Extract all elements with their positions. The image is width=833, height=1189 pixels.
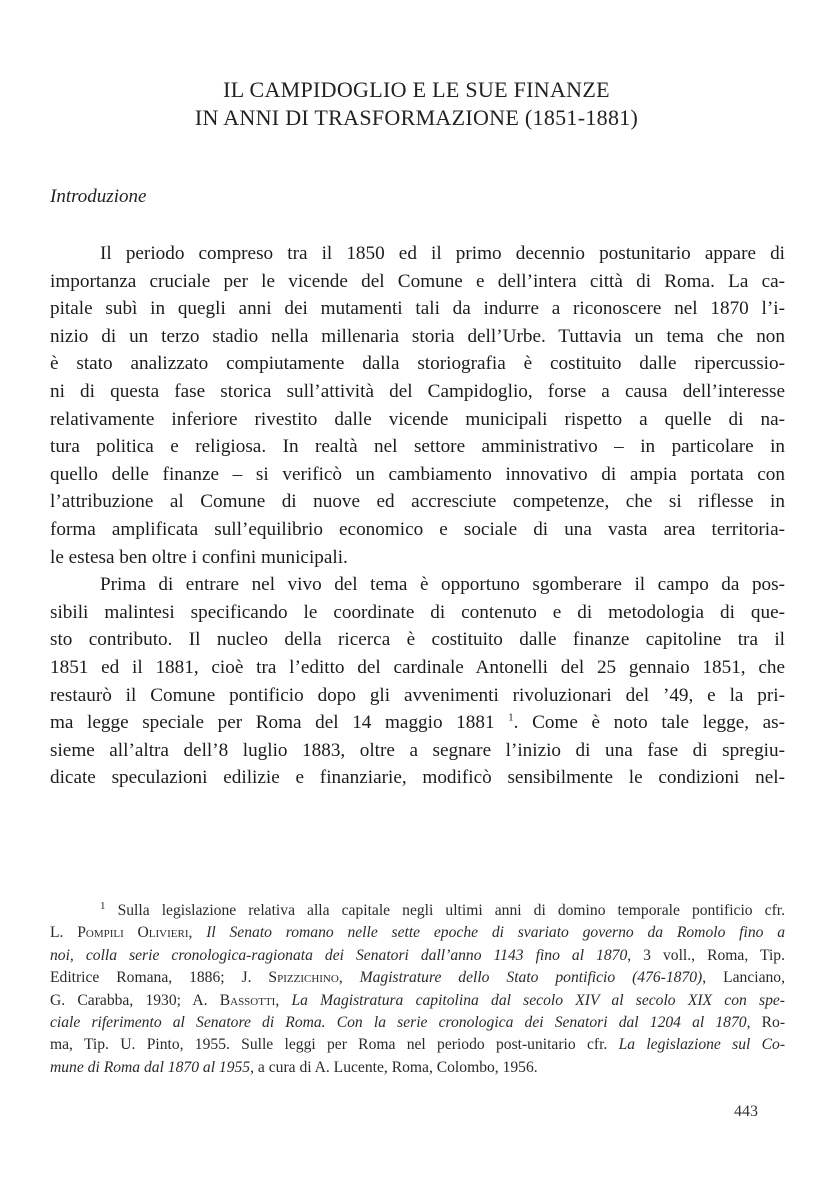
paragraph-line: pitale subì in quegli anni dei mutamenti tali da indurre a riconoscere nel 1870 l’i-: [50, 298, 785, 320]
paragraph-line: importanza cruciale per le vicende del Comune e dell’intera città di Roma. La ca-: [50, 270, 785, 292]
title-line-1: IL CAMPIDOGLIO E LE SUE FINANZE: [223, 77, 610, 102]
paragraph-line: le estesa ben oltre i confini municipali.: [50, 546, 348, 568]
author-name: Pompili Olivieri: [77, 924, 189, 942]
paragraph-line: forma amplificata sull’equilibrio economico e sociale di una vasta area territoria-: [50, 518, 785, 540]
section-heading: Introduzione: [50, 186, 147, 207]
footnote-line: Editrice Romana, 1886; J. Spizzichino, Magistrature dello Stato pontificio (476-1870), Lanciano,: [50, 969, 785, 987]
footnote-line: ciale riferimento al Senatore di Roma. Con la serie cronologica dei Senatori dal 1204 al 1870, Ro-: [50, 1013, 785, 1031]
footnote-reference[interactable]: 1: [508, 711, 514, 724]
paragraph-line: ni di questa fase storica sull’attività del Campidoglio, forse a causa dell’interesse: [50, 380, 785, 402]
paragraph-line: [50, 709, 785, 737]
book-title: La Magistratura capitolina dal secolo XIV al secolo XIX con spe-: [291, 991, 785, 1009]
paragraph-line: restaurò il Comune pontificio dopo gli avvenimenti rivoluzionari del ’49, e la pri-: [50, 684, 785, 706]
book-title: mune di Roma dal 1870 al 1955: [50, 1058, 251, 1076]
title-line-2: IN ANNI DI TRASFORMAZIONE (1851-1881): [194, 105, 639, 130]
footnote-line: L. Pompili Olivieri, Il Senato romano nelle sette epoche di svariato governo da Romolo fino a: [50, 924, 785, 942]
book-title: Magistrature dello Stato pontificio (476-1870): [359, 969, 703, 987]
paragraph-line: nizio di un terzo stadio nella millenaria storia dell’Urbe. Tuttavia un tema che non: [50, 325, 785, 347]
paragraph-line: sibili malintesi specificando le coordinate di contenuto e di metodologia di que-: [50, 601, 785, 623]
author-name: Bassotti: [219, 991, 276, 1009]
book-title: La legislazione sul Co-: [618, 1036, 785, 1054]
book-title: noi, colla serie cronologica-ragionata dei Senatori dall’anno 1143 fino al 1870: [50, 946, 628, 964]
body-text: [50, 240, 785, 792]
footnotes: [50, 900, 785, 1079]
paragraph-line: 1851 ed il 1881, cioè tra l’editto del cardinale Antonelli del 25 gennaio 1851, che: [50, 656, 785, 678]
paragraph-line: sieme all’altra dell’8 luglio 1883, oltre a segnare l’inizio di una fase di spregiu-: [50, 739, 785, 761]
footnote-line: $^1$ Sulla legislazione relativa alla capitale negli ultimi anni di domino temporale pontificio cfr.: [100, 900, 785, 919]
paragraph-line: relativamente inferiore rivestito dalle vicende municipali rispetto a quelle di na-: [50, 408, 785, 430]
paragraph-line: l’attribuzione al Comune di nuove ed accresciute competenze, che si riflesse in: [50, 491, 785, 513]
footnote-line: G. Carabba, 1930; A. Bassotti, La Magistratura capitolina dal secolo XIV al secolo XIX con spe-: [50, 991, 785, 1009]
footnote-line: mune di Roma dal 1870 al 1955, a cura di A. Lucente, Roma, Colombo, 1956.: [50, 1058, 538, 1076]
text-run: ma legge speciale per Roma del 14 maggio 1881: [50, 712, 495, 734]
text-run: . Come è noto tale legge, as-: [513, 712, 785, 734]
page-title: [0, 76, 833, 132]
footnote-line: ma, Tip. U. Pinto, 1955. Sulle leggi per Roma nel periodo post-unitario cfr. La legislazione sul Co-: [50, 1036, 785, 1054]
book-title: Il Senato romano nelle sette epoche di svariato governo da Romolo fino a: [206, 924, 785, 942]
page-number: 443: [734, 1103, 758, 1120]
footnote-line: noi, colla serie cronologica-ragionata dei Senatori dall’anno 1143 fino al 1870, 3 voll., Roma, Tip.: [50, 946, 785, 964]
book-title: ciale riferimento al Senatore di Roma. Con la serie cronologica dei Senatori dal 1204 al 1870: [50, 1013, 747, 1031]
footnote-marker: 1: [100, 900, 106, 912]
paragraph-line: tura politica e religiosa. In realtà nel settore amministrativo – in particolare in: [50, 436, 785, 458]
paragraph-line: sto contributo. Il nucleo della ricerca è costituito dalle finanze capitoline tra il: [50, 629, 785, 651]
author-name: Spizzichino: [268, 969, 339, 987]
paragraph-line: Il periodo compreso tra il 1850 ed il primo decennio postunitario appare di: [100, 243, 785, 264]
paragraph-line: è stato analizzato compiutamente dalla storiografia è costituito dalle ripercussio-: [50, 353, 785, 375]
paragraph-line: Prima di entrare nel vivo del tema è opportuno sgomberare il campo da pos-: [100, 574, 785, 596]
paragraph-line: quello delle finanze – si verificò un cambiamento innovativo di ampia portata con: [50, 463, 785, 485]
paragraph-line: dicate speculazioni edilizie e finanziarie, modificò sensibilmente le condizioni nel-: [50, 767, 785, 789]
